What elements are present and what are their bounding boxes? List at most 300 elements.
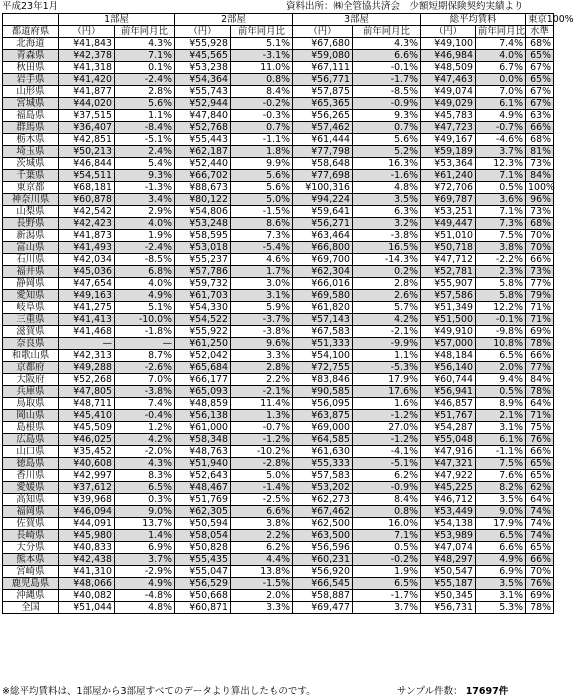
table-row	[3, 362, 554, 374]
rent-1room-cell: ¥42,997	[59, 470, 115, 482]
avg-rent-cell: ¥46,984	[421, 50, 476, 62]
tokyo-level-cell: 76%	[526, 434, 554, 446]
yoy-1room-cell: -1.8%	[115, 326, 175, 338]
avg-rent-cell: ¥59,189	[421, 146, 476, 158]
yoy-2room-cell: 13.8%	[231, 566, 293, 578]
rent-3room-cell: ¥59,080	[293, 50, 353, 62]
yoy-avg-cell: 2.1%	[476, 410, 526, 422]
avg-rent-cell: ¥49,167	[421, 134, 476, 146]
table-row	[3, 230, 554, 242]
tokyo-level-cell: 62%	[526, 482, 554, 494]
rent-2room-cell: ¥54,330	[175, 302, 231, 314]
rent-3room-cell: ¥77,698	[293, 170, 353, 182]
table-row	[3, 170, 554, 182]
tokyo-level-cell: 65%	[526, 542, 554, 554]
yoy-3room-cell: 5.2%	[353, 146, 421, 158]
rent-1room-cell: ¥46,094	[59, 506, 115, 518]
rent-1room-cell: ¥45,036	[59, 266, 115, 278]
yoy-avg-cell: 7.6%	[476, 470, 526, 482]
rent-3room-cell: ¥94,224	[293, 194, 353, 206]
yoy-2room-cell: 3.3%	[231, 602, 293, 614]
table-row	[3, 290, 554, 302]
title-bar	[2, 0, 553, 13]
header-blank	[3, 14, 59, 26]
yoy-2room-cell: 2.2%	[231, 530, 293, 542]
rent-1room-cell: ¥41,873	[59, 230, 115, 242]
prefecture-cell: 神奈川県	[3, 194, 59, 206]
rent-1room-cell: ¥47,654	[59, 278, 115, 290]
tokyo-level-cell: 74%	[526, 518, 554, 530]
yoy-3room-cell: 1.1%	[353, 350, 421, 362]
rent-1room-cell: ¥46,025	[59, 434, 115, 446]
yoy-avg-cell: 10.8%	[476, 338, 526, 350]
yoy-2room-cell: -1.5%	[231, 206, 293, 218]
rent-3room-cell: ¥56,771	[293, 74, 353, 86]
rent-3room-cell: ¥69,477	[293, 602, 353, 614]
rent-1room-cell: ¥48,066	[59, 578, 115, 590]
rent-3room-cell: ¥61,444	[293, 134, 353, 146]
avg-rent-cell: ¥49,910	[421, 326, 476, 338]
yoy-3room-cell: -5.3%	[353, 362, 421, 374]
prefecture-cell: 徳島県	[3, 458, 59, 470]
yoy-avg-cell: 8.2%	[476, 482, 526, 494]
table-row	[3, 530, 554, 542]
avg-rent-cell: ¥51,349	[421, 302, 476, 314]
rent-2room-cell: ¥55,237	[175, 254, 231, 266]
prefecture-cell: 茨城県	[3, 158, 59, 170]
avg-rent-cell: ¥47,916	[421, 446, 476, 458]
rent-2room-cell: ¥62,305	[175, 506, 231, 518]
rent-1room-cell: ¥40,608	[59, 458, 115, 470]
table-row	[3, 134, 554, 146]
yoy-1room-cell: 4.2%	[115, 434, 175, 446]
rent-1room-cell: ¥35,452	[59, 446, 115, 458]
rent-1room-cell: ¥50,213	[59, 146, 115, 158]
yoy-2room-cell: 1.7%	[231, 266, 293, 278]
yoy-avg-cell: 4.9%	[476, 554, 526, 566]
rent-3room-cell: ¥56,596	[293, 542, 353, 554]
header-yoy: 前年同月比	[115, 26, 175, 38]
yoy-3room-cell: -14.3%	[353, 254, 421, 266]
yoy-2room-cell: 4.4%	[231, 554, 293, 566]
rent-3room-cell: ¥77,798	[293, 146, 353, 158]
avg-rent-cell: ¥55,048	[421, 434, 476, 446]
yoy-3room-cell: 4.2%	[353, 314, 421, 326]
tokyo-level-cell: 67%	[526, 62, 554, 74]
rent-2room-cell: ¥53,248	[175, 218, 231, 230]
table-row	[3, 122, 554, 134]
rent-2room-cell: ¥47,840	[175, 110, 231, 122]
total-row	[3, 602, 554, 614]
rent-2room-cell: ¥48,859	[175, 398, 231, 410]
tokyo-level-cell: 68%	[526, 218, 554, 230]
yoy-2room-cell: -3.8%	[231, 326, 293, 338]
rent-1room-cell: ¥68,181	[59, 182, 115, 194]
prefecture-cell: 宮城県	[3, 98, 59, 110]
tokyo-level-cell: 73%	[526, 206, 554, 218]
yoy-avg-cell: 5.8%	[476, 278, 526, 290]
rent-1room-cell: ¥41,413	[59, 314, 115, 326]
yoy-2room-cell: 6.6%	[231, 506, 293, 518]
yoy-2room-cell: 5.6%	[231, 182, 293, 194]
rent-3room-cell: ¥62,304	[293, 266, 353, 278]
yoy-1room-cell: 13.7%	[115, 518, 175, 530]
yoy-2room-cell: 8.4%	[231, 86, 293, 98]
table-row	[3, 590, 554, 602]
rent-1room-cell: ¥37,515	[59, 110, 115, 122]
header-2room: 2部屋	[175, 14, 293, 26]
rent-2room-cell: ¥55,047	[175, 566, 231, 578]
tokyo-level-cell: 65%	[526, 74, 554, 86]
yoy-2room-cell: 9.9%	[231, 158, 293, 170]
prefecture-cell: 宮崎県	[3, 566, 59, 578]
yoy-1room-cell: 0.1%	[115, 62, 175, 74]
rent-3room-cell: ¥66,016	[293, 278, 353, 290]
rent-2room-cell: ¥52,643	[175, 470, 231, 482]
header-yoy: 前年同月比	[231, 26, 293, 38]
avg-rent-cell: ¥47,321	[421, 458, 476, 470]
yoy-2room-cell: 5.0%	[231, 194, 293, 206]
yoy-2room-cell: 1.8%	[231, 146, 293, 158]
table-row	[3, 110, 554, 122]
prefecture-cell: 広島県	[3, 434, 59, 446]
yoy-1room-cell: -8.4%	[115, 122, 175, 134]
avg-rent-cell: ¥69,787	[421, 194, 476, 206]
table-row	[3, 62, 554, 74]
avg-rent-cell: ¥47,922	[421, 470, 476, 482]
yoy-avg-cell: 4.0%	[476, 50, 526, 62]
prefecture-cell: 福岡県	[3, 506, 59, 518]
tokyo-level-cell: 77%	[526, 278, 554, 290]
prefecture-cell: 鳥取県	[3, 398, 59, 410]
tokyo-level-cell: 64%	[526, 398, 554, 410]
yoy-3room-cell: 5.6%	[353, 134, 421, 146]
sample-count	[397, 685, 508, 698]
avg-rent-cell: ¥61,240	[421, 170, 476, 182]
rent-3room-cell: ¥65,365	[293, 98, 353, 110]
rent-2room-cell: ¥53,238	[175, 62, 231, 74]
rent-3room-cell: ¥66,545	[293, 578, 353, 590]
header-yen: （円）	[421, 26, 476, 38]
rent-3room-cell: ¥57,462	[293, 122, 353, 134]
tokyo-level-cell: 66%	[526, 446, 554, 458]
prefecture-cell: 岐阜県	[3, 302, 59, 314]
header-prefecture: 都道府県	[3, 26, 59, 38]
yoy-avg-cell: 0.5%	[476, 386, 526, 398]
yoy-2room-cell: -1.5%	[231, 578, 293, 590]
yoy-avg-cell: 7.0%	[476, 86, 526, 98]
rent-2room-cell: ¥88,673	[175, 182, 231, 194]
rent-2room-cell: ¥52,440	[175, 158, 231, 170]
rent-1room-cell: ¥45,509	[59, 422, 115, 434]
tokyo-level-cell: 65%	[526, 470, 554, 482]
rent-3room-cell: ¥55,333	[293, 458, 353, 470]
rent-1room-cell: ¥49,163	[59, 290, 115, 302]
yoy-1room-cell: 1.4%	[115, 530, 175, 542]
tokyo-level-cell: 96%	[526, 194, 554, 206]
yoy-avg-cell: 6.5%	[476, 530, 526, 542]
yoy-3room-cell: 16.5%	[353, 242, 421, 254]
rent-1room-cell: ¥42,034	[59, 254, 115, 266]
table-row	[3, 506, 554, 518]
table-row	[3, 374, 554, 386]
yoy-3room-cell: 6.6%	[353, 50, 421, 62]
yoy-1room-cell: 4.9%	[115, 290, 175, 302]
rent-1room-cell: ¥42,851	[59, 134, 115, 146]
rent-1room-cell: ¥49,288	[59, 362, 115, 374]
rent-3room-cell: ¥63,500	[293, 530, 353, 542]
yoy-2room-cell: 3.0%	[231, 278, 293, 290]
prefecture-cell: 福島県	[3, 110, 59, 122]
avg-rent-cell: ¥46,857	[421, 398, 476, 410]
table-row	[3, 494, 554, 506]
yoy-3room-cell: 0.8%	[353, 506, 421, 518]
header-yoy: 前年同月比	[353, 26, 421, 38]
rent-3room-cell: ¥63,875	[293, 410, 353, 422]
yoy-2room-cell: -2.5%	[231, 494, 293, 506]
tokyo-level-cell: 81%	[526, 146, 554, 158]
yoy-avg-cell: 5.8%	[476, 290, 526, 302]
rent-2room-cell: ¥65,093	[175, 386, 231, 398]
yoy-2room-cell: -2.8%	[231, 458, 293, 470]
yoy-3room-cell: -0.9%	[353, 482, 421, 494]
yoy-3room-cell: 2.6%	[353, 290, 421, 302]
yoy-3room-cell: -4.1%	[353, 446, 421, 458]
avg-rent-cell: ¥56,140	[421, 362, 476, 374]
rent-1room-cell: ¥45,980	[59, 530, 115, 542]
yoy-3room-cell: 17.6%	[353, 386, 421, 398]
tokyo-level-cell: 71%	[526, 314, 554, 326]
prefecture-cell: 岡山県	[3, 410, 59, 422]
yoy-avg-cell: 3.6%	[476, 194, 526, 206]
prefecture-cell: 栃木県	[3, 134, 59, 146]
rent-1room-cell: ¥41,310	[59, 566, 115, 578]
yoy-avg-cell: -9.8%	[476, 326, 526, 338]
table-row	[3, 206, 554, 218]
yoy-1room-cell: -2.9%	[115, 566, 175, 578]
yoy-3room-cell: 6.3%	[353, 206, 421, 218]
rent-2room-cell: ¥58,348	[175, 434, 231, 446]
prefecture-cell: 岩手県	[3, 74, 59, 86]
yoy-avg-cell: 7.3%	[476, 218, 526, 230]
rent-3room-cell: ¥64,585	[293, 434, 353, 446]
rent-2room-cell: ¥56,138	[175, 410, 231, 422]
yoy-2room-cell: 7.3%	[231, 230, 293, 242]
rent-3room-cell: ¥62,273	[293, 494, 353, 506]
rent-2room-cell: ¥55,928	[175, 38, 231, 50]
table-row	[3, 74, 554, 86]
prefecture-cell: 山形県	[3, 86, 59, 98]
tokyo-level-cell: 78%	[526, 386, 554, 398]
rent-1room-cell: ¥41,468	[59, 326, 115, 338]
rent-3room-cell: ¥67,680	[293, 38, 353, 50]
yoy-1room-cell: 5.4%	[115, 158, 175, 170]
yoy-2room-cell: -1.1%	[231, 134, 293, 146]
yoy-avg-cell: 6.1%	[476, 434, 526, 446]
prefecture-cell: 沖縄県	[3, 590, 59, 602]
yoy-2room-cell: -1.2%	[231, 434, 293, 446]
yoy-1room-cell: 1.2%	[115, 422, 175, 434]
yoy-2room-cell: 1.3%	[231, 410, 293, 422]
yoy-3room-cell: 6.2%	[353, 470, 421, 482]
avg-rent-cell: ¥60,744	[421, 374, 476, 386]
avg-rent-cell: ¥50,345	[421, 590, 476, 602]
yoy-3room-cell: 3.7%	[353, 602, 421, 614]
tokyo-level-cell: 68%	[526, 38, 554, 50]
tokyo-level-cell: 74%	[526, 506, 554, 518]
prefecture-cell: 長野県	[3, 218, 59, 230]
yoy-3room-cell: 6.5%	[353, 578, 421, 590]
prefecture-cell: 愛知県	[3, 290, 59, 302]
yoy-3room-cell: -1.2%	[353, 434, 421, 446]
rent-3room-cell: ¥61,630	[293, 446, 353, 458]
header-3room: 3部屋	[293, 14, 421, 26]
avg-rent-cell: ¥52,781	[421, 266, 476, 278]
rent-2room-cell: ¥50,594	[175, 518, 231, 530]
yoy-1room-cell: -2.0%	[115, 446, 175, 458]
rent-1room-cell: ¥48,711	[59, 398, 115, 410]
header-level: 水準	[526, 26, 554, 38]
rent-2room-cell: ¥51,769	[175, 494, 231, 506]
yoy-3room-cell: -1.7%	[353, 590, 421, 602]
rent-3room-cell: ¥69,000	[293, 422, 353, 434]
yoy-1room-cell: 2.9%	[115, 206, 175, 218]
header-yen: （円）	[175, 26, 231, 38]
yoy-1room-cell: 6.8%	[115, 266, 175, 278]
yoy-1room-cell: 9.3%	[115, 170, 175, 182]
rent-1room-cell: ¥40,082	[59, 590, 115, 602]
yoy-1room-cell: 2.4%	[115, 146, 175, 158]
rent-1room-cell: ¥42,313	[59, 350, 115, 362]
header-yen: （円）	[59, 26, 115, 38]
avg-rent-cell: ¥54,287	[421, 422, 476, 434]
yoy-2room-cell: 9.6%	[231, 338, 293, 350]
yoy-2room-cell: 3.3%	[231, 350, 293, 362]
table-row	[3, 38, 554, 50]
rent-1room-cell: ¥42,438	[59, 554, 115, 566]
header-yen: （円）	[293, 26, 353, 38]
tokyo-level-cell: 74%	[526, 530, 554, 542]
yoy-3room-cell: -1.6%	[353, 170, 421, 182]
yoy-avg-cell: -4.6%	[476, 134, 526, 146]
table-row	[3, 542, 554, 554]
tokyo-level-cell: 67%	[526, 86, 554, 98]
avg-rent-cell: ¥53,364	[421, 158, 476, 170]
rent-1room-cell: ¥42,542	[59, 206, 115, 218]
table-row	[3, 146, 554, 158]
tokyo-level-cell: 84%	[526, 170, 554, 182]
table-row	[3, 386, 554, 398]
table-row	[3, 422, 554, 434]
rent-3room-cell: ¥83,846	[293, 374, 353, 386]
avg-rent-cell: ¥47,463	[421, 74, 476, 86]
rent-1room-cell: ¥44,091	[59, 518, 115, 530]
prefecture-cell: 高知県	[3, 494, 59, 506]
tokyo-level-cell: 78%	[526, 602, 554, 614]
footnote	[2, 685, 553, 698]
yoy-3room-cell: -3.8%	[353, 230, 421, 242]
yoy-avg-cell: 0.0%	[476, 74, 526, 86]
avg-rent-cell: ¥47,074	[421, 542, 476, 554]
header-avg-rent: 総平均賃料	[421, 14, 526, 26]
tokyo-level-cell: 65%	[526, 50, 554, 62]
yoy-3room-cell: 4.8%	[353, 182, 421, 194]
avg-rent-cell: ¥56,731	[421, 602, 476, 614]
prefecture-cell: 香川県	[3, 470, 59, 482]
tokyo-level-cell: 66%	[526, 122, 554, 134]
avg-rent-cell: ¥45,225	[421, 482, 476, 494]
rent-3room-cell: ¥56,095	[293, 398, 353, 410]
rent-3room-cell: ¥62,500	[293, 518, 353, 530]
rent-3room-cell: ¥69,700	[293, 254, 353, 266]
rent-3room-cell: ¥58,648	[293, 158, 353, 170]
avg-rent-cell: ¥55,907	[421, 278, 476, 290]
table-row	[3, 326, 554, 338]
rent-3room-cell: ¥66,800	[293, 242, 353, 254]
prefecture-cell: 埼玉県	[3, 146, 59, 158]
prefecture-cell: 愛媛県	[3, 482, 59, 494]
tokyo-level-cell: 66%	[526, 554, 554, 566]
avg-rent-cell: ¥56,941	[421, 386, 476, 398]
yoy-2room-cell: 5.6%	[231, 170, 293, 182]
yoy-avg-cell: 3.7%	[476, 146, 526, 158]
rent-3room-cell: ¥67,462	[293, 506, 353, 518]
table-row	[3, 434, 554, 446]
yoy-1room-cell: 2.8%	[115, 86, 175, 98]
yoy-avg-cell: 7.5%	[476, 458, 526, 470]
prefecture-cell: 大分県	[3, 542, 59, 554]
tokyo-level-cell: 75%	[526, 422, 554, 434]
yoy-2room-cell: -0.2%	[231, 98, 293, 110]
yoy-2room-cell: -3.1%	[231, 50, 293, 62]
yoy-1room-cell: 7.0%	[115, 374, 175, 386]
yoy-2room-cell: -10.2%	[231, 446, 293, 458]
tokyo-level-cell: 78%	[526, 338, 554, 350]
avg-rent-cell: ¥49,029	[421, 98, 476, 110]
yoy-3room-cell: -0.2%	[353, 554, 421, 566]
yoy-2room-cell: 2.0%	[231, 590, 293, 602]
yoy-2room-cell: -0.3%	[231, 110, 293, 122]
avg-rent-cell: ¥50,718	[421, 242, 476, 254]
table-row	[3, 314, 554, 326]
yoy-1room-cell: 5.6%	[115, 98, 175, 110]
rent-3room-cell: ¥57,583	[293, 470, 353, 482]
tokyo-level-cell: 66%	[526, 350, 554, 362]
yoy-3room-cell: 3.2%	[353, 218, 421, 230]
table-row	[3, 350, 554, 362]
prefecture-cell: 福井県	[3, 266, 59, 278]
yoy-3room-cell: 9.3%	[353, 110, 421, 122]
yoy-avg-cell: 6.7%	[476, 62, 526, 74]
yoy-1room-cell: 4.3%	[115, 38, 175, 50]
rent-2room-cell: ¥56,529	[175, 578, 231, 590]
avg-rent-cell: ¥49,074	[421, 86, 476, 98]
rent-2room-cell: ¥50,828	[175, 542, 231, 554]
rent-2room-cell: ¥65,684	[175, 362, 231, 374]
rent-1room-cell: ¥44,020	[59, 98, 115, 110]
rent-1room-cell: ¥51,044	[59, 602, 115, 614]
rent-2room-cell: ¥52,768	[175, 122, 231, 134]
prefecture-cell: 京都府	[3, 362, 59, 374]
yoy-1room-cell: 6.9%	[115, 542, 175, 554]
yoy-1room-cell: —	[115, 338, 175, 350]
yoy-avg-cell: 6.5%	[476, 350, 526, 362]
report-period: 平成23年1月	[2, 1, 59, 12]
rent-3room-cell: ¥54,100	[293, 350, 353, 362]
prefecture-cell: 奈良県	[3, 338, 59, 350]
yoy-1room-cell: -5.1%	[115, 134, 175, 146]
rent-2room-cell: ¥66,702	[175, 170, 231, 182]
